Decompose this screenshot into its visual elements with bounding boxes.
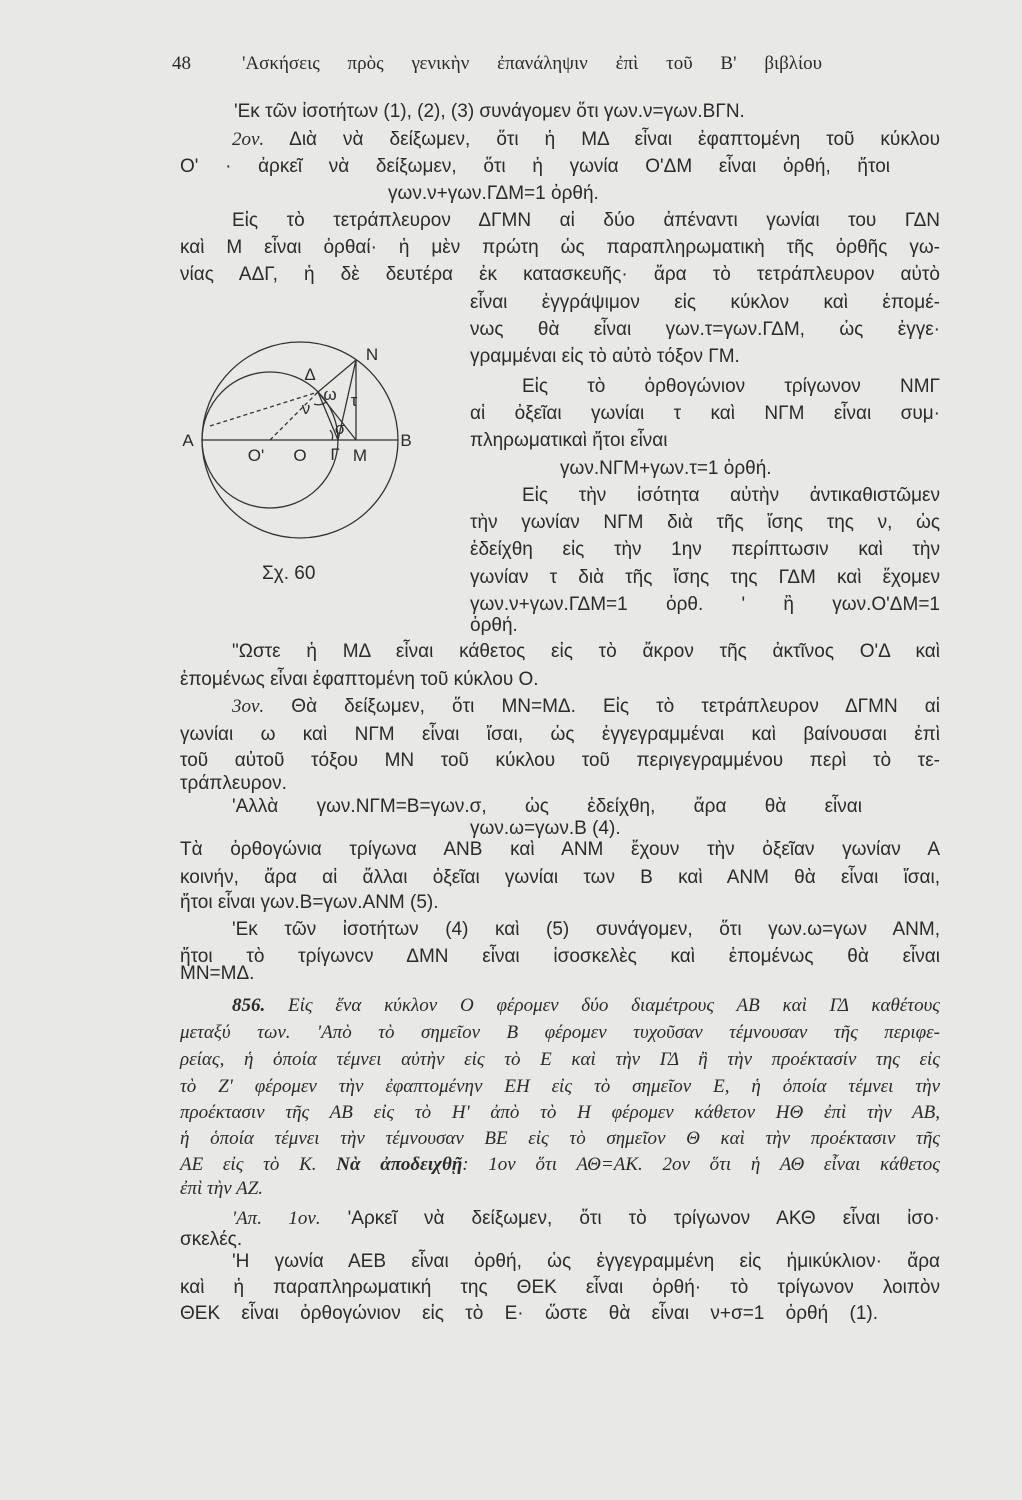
- text-line: ἤτοι τὸ τρίγωνcν ΔΜΝ εἶναι ἰσοσκελὲς καὶ ἑπομένως θὰ εἶναι: [180, 946, 940, 967]
- text-line: καὶ Μ εἶναι ὀρθαί· ἡ μὲν πρώτη ὡς παραπληρωματικὴ τῆς ὀρθῆς γω-: [180, 237, 940, 258]
- text-line: κοινήν, ἄρα αἱ ἄλλαι ὀξεῖαι γωνίαι των Β καὶ ΑΝΜ θὰ εἶναι ἴσαι,: [180, 867, 940, 888]
- label-sigma: σ: [334, 419, 346, 438]
- prove-heading: Νὰ ἀποδειχθῇ: [336, 1154, 463, 1175]
- exercise-number: 856.: [232, 995, 266, 1016]
- label-delta: Δ: [304, 365, 316, 384]
- case-number: 3ον.: [232, 696, 265, 717]
- text-segment: : 1ον ὅτι ΑΘ=ΑΚ. 2ον ὅτι ἡ ΑΘ εἶναι κάθετος: [462, 1154, 940, 1175]
- text-line: γων.ν+γων.ΓΔΜ=1 ὀρθή.: [388, 183, 599, 204]
- label-tau: τ: [350, 391, 358, 410]
- text-line: ΘΕΚ εἶναι ὀρθογώνιον εἰς τὸ Ε· ὥστε θὰ εἶναι ν+σ=1 ὀρθή (1).: [180, 1303, 878, 1324]
- text-segment: 'Αρκεῖ νὰ δείξωμεν, ὅτι τὸ τρίγωνον ΑΚΘ εἶναι ἰσο·: [320, 1208, 940, 1229]
- geometry-figure: [160, 330, 430, 580]
- label-a: A: [182, 431, 194, 450]
- text-line: Εἰς τὸ τετράπλευρον ΔΓΜΝ αἱ δύο ἀπέναντι γωνίαι του ΓΔΝ: [232, 210, 940, 231]
- text-line: Ο' · ἀρκεῖ νὰ δείξωμεν, ὅτι ἡ γωνία Ο'ΔΜ εἶναι ὀρθή, ἤτοι: [180, 156, 890, 177]
- text-line: Εἰς τὸ ὀρθογώνιον τρίγωνον ΝΜΓ: [522, 376, 940, 397]
- text-line: [232, 128, 940, 152]
- label-o: O: [293, 446, 307, 465]
- text-line: νως θὰ εἶναι γων.τ=γων.ΓΔΜ, ὡς ἐγγε·: [470, 319, 940, 340]
- text-line: [232, 695, 940, 719]
- text-line: τὴν γωνίαν ΝΓΜ διὰ τῆς ἴσης της ν, ὡς: [470, 512, 940, 533]
- angle-mark-sigma: [330, 430, 333, 440]
- exercise-line: ἡ ὁποία τέμνει τὴν τέμνουσαν ΒΕ εἰς τὸ σημεῖον Θ καὶ τὴν προέκτασιν τῆς: [180, 1128, 940, 1149]
- radius-odelta: [270, 392, 318, 440]
- label-m: M: [352, 446, 368, 465]
- text-segment: Θὰ δείξωμεν, ὅτι ΜΝ=ΜΔ. Εἰς τὸ τετράπλευρον ΔΓΜΝ αἱ: [264, 696, 940, 717]
- text-line: γωνίαν τ διὰ τῆς ἴσης της ΓΔΜ καὶ ἔχομεν: [470, 567, 940, 588]
- text-line: γων.ω=γων.Β (4).: [470, 818, 621, 839]
- text-line: γραμμέναι εἰς τὸ αὐτὸ τόξον ΓΜ.: [470, 346, 740, 367]
- text-line: γωνίαι ω καὶ ΝΓΜ εἶναι ἴσαι, ὡς ἐγγεγραμμέναι καὶ βαίνουσαι ἐπὶ: [180, 724, 940, 745]
- text-line: εἶναι ἐγγράψιμον εἰς κύκλον καὶ ἑπομέ-: [470, 292, 940, 313]
- text-line: Εἰς τὴν ἰσότητα αὐτὴν ἀντικαθιστῶμεν: [522, 485, 940, 506]
- label-nu: ν: [301, 399, 311, 418]
- text-line: νίας ΑΔΓ, ἡ δὲ δευτέρα ἐκ κατασκευῆς· ἄρα τὸ τετράπλευρον αὐτὸ: [180, 264, 940, 285]
- text-line: αἱ ὀξεῖαι γωνίαι τ καὶ ΝΓΜ εἶναι συμ·: [470, 403, 940, 424]
- running-title: 'Ασκήσεις πρὸς γενικὴν ἐπανάληψιν ἐπὶ τοῦ Β' βιβλίου: [242, 53, 822, 74]
- exercise-line: ρείας, ἡ ὁποία τέμνει αὐτὴν εἰς τὸ Ε καὶ τὴν ΓΔ ἢ τὴν προέκτασίν της εἰς: [180, 1049, 940, 1070]
- exercise-line: προέκτασιν τῆς ΑΒ εἰς τὸ Η' ἀπὸ τὸ Η φέρομεν κάθετον ΗΘ ἐπὶ τὴν ΑΒ,: [180, 1102, 940, 1123]
- text-line: ἐδείχθη εἰς τὴν 1ην περίπτωσιν καὶ τὴν: [470, 539, 940, 560]
- page-number: 48: [172, 53, 191, 74]
- text-line: Τὰ ὀρθογώνια τρίγωνα ΑΝΒ καὶ ΑΝΜ ἔχουν τὴν ὀξεῖαν γωνίαν Α: [180, 839, 940, 860]
- exercise-line: ἐπὶ τὴν ΑΖ.: [180, 1178, 264, 1199]
- figure-caption: Σχ. 60: [262, 563, 316, 584]
- text-line: γων.ν+γων.ΓΔΜ=1 ὀρθ. ' ἢ γων.Ο'ΔΜ=1: [470, 594, 940, 615]
- label-o-prime: O': [247, 446, 265, 465]
- text-line: 'Εκ τῶν ἰσοτήτων (4) καὶ (5) συνάγομεν, ὅτι γων.ω=γων ΑΝΜ,: [232, 919, 940, 940]
- text-line: ΜΝ=ΜΔ.: [180, 963, 255, 984]
- text-line: πληρωματικαὶ ἤτοι εἶναι: [470, 430, 668, 451]
- answer-label: 'Απ. 1ον.: [232, 1208, 321, 1229]
- text-segment: ΑΕ εἰς τὸ Κ.: [180, 1154, 337, 1175]
- exercise-line: [232, 994, 940, 1018]
- text-line: 'Εκ τῶν ἰσοτήτων (1), (2), (3) συνάγομεν ὅτι γων.ν=γων.ΒΓΝ.: [234, 101, 745, 122]
- exercise-line: [180, 1153, 940, 1177]
- text-segment: Εἰς ἕνα κύκλον Ο φέρομεν δύο διαμέτρους ΑΒ καὶ ΓΔ καθέτους: [265, 995, 940, 1016]
- text-line: τράπλευρον.: [180, 773, 287, 794]
- text-line: γων.ΝΓΜ+γων.τ=1 ὀρθή.: [560, 458, 772, 479]
- label-omega: ω: [323, 385, 337, 404]
- text-line: σκελές.: [180, 1229, 243, 1250]
- exercise-line: μεταξύ των. 'Απὸ τὸ σημεῖον Β φέρομεν τυχοῦσαν τέμνουσαν τῆς περιφε-: [180, 1022, 940, 1043]
- text-line: "Ωστε ἡ ΜΔ εἶναι κάθετος εἰς τὸ ἄκρον τῆς ἀκτῖνος Ο'Δ καὶ: [232, 641, 940, 662]
- text-line: τοῦ αὐτοῦ τόξου ΜΝ τοῦ κύκλου τοῦ περιγεγραμμένου περὶ τὸ τε-: [180, 750, 940, 771]
- label-b: B: [400, 431, 412, 450]
- text-line: ἑπομένως εἶναι ἐφαπτομένη τοῦ κύκλου Ο.: [180, 669, 539, 690]
- label-gamma: Γ: [330, 445, 340, 464]
- label-n: N: [365, 345, 379, 364]
- text-line: 'Αλλὰ γων.ΝΓΜ=Β=γων.σ, ὡς ἐδείχθη, ἄρα θὰ εἶναι: [232, 796, 862, 817]
- text-segment: Διὰ νὰ δείξωμεν, ὅτι ἡ ΜΔ εἶναι ἐφαπτομένη τοῦ κύκλου: [264, 129, 940, 150]
- text-line: ὀρθή.: [470, 615, 518, 636]
- text-line: ἤτοι εἶναι γων.Β=γων.ΑΝΜ (5).: [180, 892, 439, 913]
- text-line: 'Η γωνία ΑΕΒ εἶναι ὀρθή, ὡς ἐγγεγραμμένη εἰς ἡμικύκλιον· ἄρα: [232, 1251, 940, 1272]
- text-line: καὶ ἡ παραπληρωματική της ΘΕΚ εἶναι ὀρθή· τὸ τρίγωνον λοιπὸν: [180, 1277, 940, 1298]
- case-number: 2ον.: [232, 129, 265, 150]
- exercise-line: τὸ Ζ' φέρομεν τὴν ἐφαπτομένην ΕΗ εἰς τὸ σημεῖον Ε, ἡ ὁποία τέμνει τὴν: [180, 1076, 940, 1097]
- text-line: [232, 1207, 940, 1231]
